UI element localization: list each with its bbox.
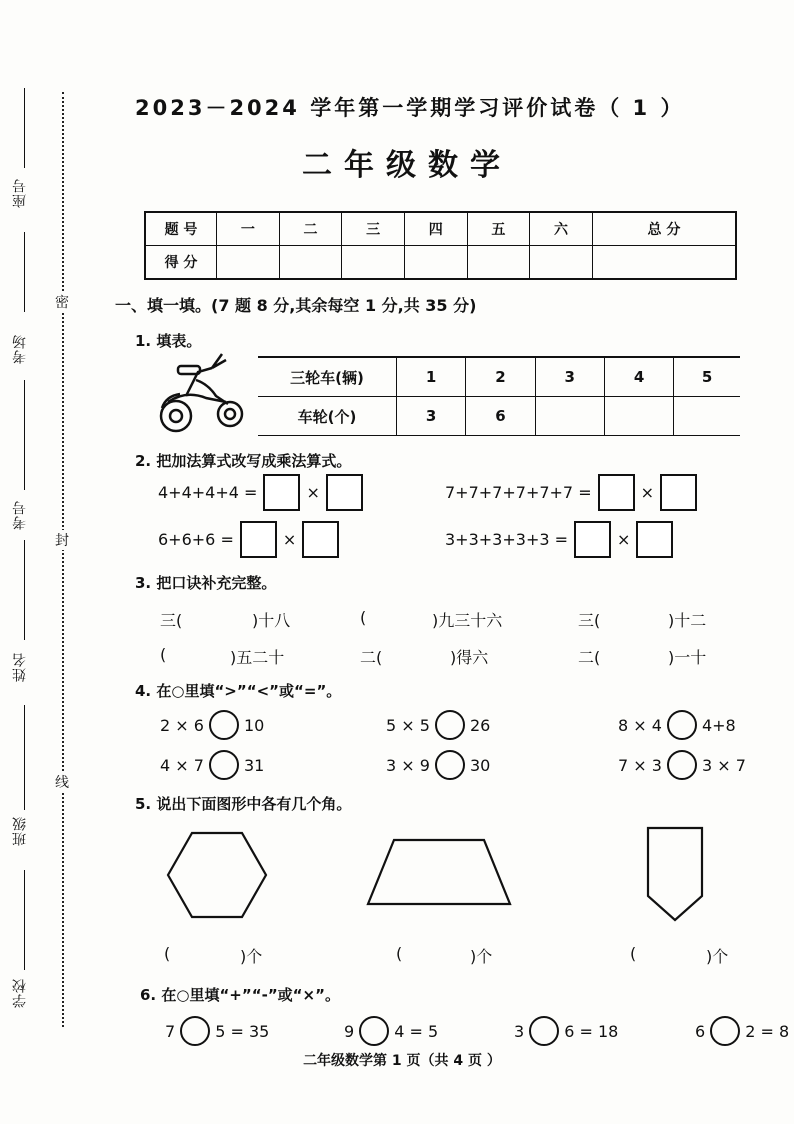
score-col-total: 总 分 (592, 212, 736, 246)
score-cell[interactable] (592, 246, 736, 280)
q4-right: 26 (469, 715, 491, 735)
q4-item (386, 750, 490, 780)
tricycle-icon (156, 350, 248, 438)
q6-right: 6 = 18 (564, 1021, 619, 1041)
q4-right: 3 × 7 (701, 755, 746, 775)
operator-circle[interactable] (529, 1016, 559, 1046)
q3-title: 3. 把口诀补充完整。 (135, 574, 277, 592)
exam-room-line (24, 232, 25, 312)
answer-box[interactable] (302, 521, 339, 558)
q4-left: 2 × 6 (160, 715, 204, 735)
q5-blank-close: )个 (470, 947, 493, 966)
q6-right: 2 = 8 (745, 1021, 790, 1041)
answer-box[interactable] (574, 521, 611, 558)
hexagon-shape (166, 831, 268, 919)
q4-left: 3 × 9 (386, 755, 430, 775)
q1-row1-label: 三轮车(辆) (258, 357, 397, 397)
q1-cell: 2 (466, 357, 535, 397)
q3-item-close: )一十 (668, 648, 707, 667)
pentagon-shape (646, 826, 704, 922)
q5-blank-open: ( (630, 944, 637, 963)
q1-cell: 1 (397, 357, 466, 397)
q1-cell: 4 (604, 357, 673, 397)
q3-item-open: 二( (360, 648, 383, 667)
q1-row-wheels (258, 397, 740, 436)
score-cell[interactable] (342, 246, 405, 280)
q4-left: 7 × 3 (618, 755, 662, 775)
operator-circle[interactable] (180, 1016, 210, 1046)
q1-row-tricycles (258, 357, 740, 397)
q4-item (618, 710, 736, 740)
q6-item (695, 1016, 789, 1046)
q6-item (165, 1016, 269, 1046)
operator-circle[interactable] (710, 1016, 740, 1046)
section1-title: 一、填一填。(7 题 8 分,其余每空 1 分,共 35 分) (115, 296, 477, 315)
school-line (24, 870, 25, 970)
name-label: 姓名 (12, 652, 28, 682)
q3-item-open: ( (160, 645, 167, 664)
times-sign: × (306, 483, 320, 502)
q6-item (344, 1016, 438, 1046)
exam-number-label: 考号 (12, 500, 28, 530)
score-cell[interactable] (467, 246, 530, 280)
score-table-row1-label: 题 号 (145, 212, 217, 246)
q4-left: 8 × 4 (618, 715, 662, 735)
exam-room-label: 考场 (12, 334, 28, 364)
school-label: 学校 (12, 978, 28, 1008)
binding-dotted-line (62, 92, 64, 1027)
seal-word-xian: 线 (55, 772, 69, 792)
score-col-6: 六 (530, 212, 593, 246)
q2-item (158, 521, 339, 558)
score-cell[interactable] (404, 246, 467, 280)
compare-circle[interactable] (667, 750, 697, 780)
q5-blank-open: ( (164, 944, 171, 963)
operator-circle[interactable] (359, 1016, 389, 1046)
score-table-score-row (145, 246, 736, 280)
q3-item-open: 三( (578, 611, 601, 630)
subject-title: 二年级数学 (302, 148, 512, 183)
q4-right: 10 (243, 715, 265, 735)
score-table (144, 211, 737, 280)
exam-number-line (24, 380, 25, 490)
score-cell[interactable] (217, 246, 280, 280)
compare-circle[interactable] (209, 710, 239, 740)
q4-right: 31 (243, 755, 265, 775)
q6-right: 5 = 35 (215, 1021, 270, 1041)
q4-right: 4+8 (701, 715, 736, 735)
compare-circle[interactable] (209, 750, 239, 780)
q2-item (445, 474, 697, 511)
exam-title: 2023－2024 学年第一学期学习评价试卷（ 1 ） (135, 96, 685, 120)
answer-box[interactable] (240, 521, 277, 558)
times-sign: × (282, 530, 297, 549)
q2-expression: 7+7+7+7+7+7 = (445, 483, 592, 502)
page-footer: 二年级数学第 1 页（共 4 页 ） (303, 1053, 501, 1069)
q2-item (445, 521, 673, 558)
q2-title: 2. 把加法算式改写成乘法算式。 (135, 452, 352, 470)
q3-item-close: )五二十 (230, 648, 285, 667)
answer-box[interactable] (263, 474, 300, 511)
q4-left: 5 × 5 (386, 715, 430, 735)
times-sign: × (640, 483, 655, 502)
q1-cell: 3 (397, 397, 466, 436)
q2-expression: 6+6+6 = (158, 530, 234, 549)
score-cell[interactable] (530, 246, 593, 280)
answer-box[interactable] (326, 474, 363, 511)
class-label: 班级 (12, 816, 28, 846)
q4-item (618, 750, 746, 780)
q1-cell: 3 (535, 357, 604, 397)
answer-box[interactable] (660, 474, 697, 511)
q3-item-close: )十二 (668, 611, 707, 630)
q6-left: 7 (165, 1021, 176, 1041)
score-col-1: 一 (217, 212, 280, 246)
q5-blank-close: )个 (240, 947, 263, 966)
name-line (24, 540, 25, 640)
q1-title: 1. 填表。 (135, 332, 202, 350)
times-sign: × (617, 530, 631, 549)
score-table-row2-label: 得 分 (145, 246, 217, 280)
q3-item-open: 三( (160, 611, 183, 630)
score-col-3: 三 (342, 212, 405, 246)
q5-title: 5. 说出下面图形中各有几个角。 (135, 795, 352, 813)
answer-box[interactable] (598, 474, 635, 511)
q6-title: 6. 在○里填“+”“-”或“×”。 (140, 986, 340, 1004)
q3-item-open: ( (360, 608, 367, 627)
q6-item (514, 1016, 618, 1046)
q4-right: 30 (469, 755, 491, 775)
q3-item-close: )十八 (252, 611, 291, 630)
q3-item-open: 二( (578, 648, 601, 667)
q1-cell: 6 (466, 397, 535, 436)
q4-title: 4. 在○里填“>”“<”或“=”。 (135, 682, 342, 700)
score-col-5: 五 (467, 212, 530, 246)
q6-left: 3 (514, 1021, 525, 1041)
q1-answer-cell[interactable] (535, 397, 604, 436)
compare-circle[interactable] (667, 710, 697, 740)
answer-box[interactable] (636, 521, 673, 558)
q1-answer-cell[interactable] (604, 397, 673, 436)
score-table-header-row (145, 212, 736, 246)
q2-expression: 4+4+4+4 = (158, 483, 258, 502)
seat-number-label: 座号 (12, 178, 28, 208)
score-cell[interactable] (279, 246, 342, 280)
compare-circle[interactable] (435, 750, 465, 780)
class-line (24, 705, 25, 810)
seal-word-feng: 封 (55, 530, 69, 550)
q6-left: 6 (695, 1021, 706, 1041)
score-col-2: 二 (279, 212, 342, 246)
q3-item-close: )得六 (450, 648, 489, 667)
q4-left: 4 × 7 (160, 755, 204, 775)
q3-item-close: )九三十六 (432, 611, 503, 630)
q5-blank-close: )个 (706, 947, 729, 966)
q6-right: 4 = 5 (394, 1021, 439, 1041)
q4-item (160, 750, 264, 780)
q4-item (160, 710, 264, 740)
q6-left: 9 (344, 1021, 355, 1041)
q5-blank-open: ( (396, 944, 403, 963)
q2-item (158, 474, 363, 511)
q1-row2-label: 车轮(个) (258, 397, 397, 436)
compare-circle[interactable] (435, 710, 465, 740)
q2-expression: 3+3+3+3+3 = (445, 530, 569, 549)
q1-answer-cell[interactable] (674, 397, 740, 436)
q4-item (386, 710, 490, 740)
q1-table (258, 356, 740, 436)
score-col-4: 四 (404, 212, 467, 246)
trapezoid-shape (366, 838, 512, 906)
seal-word-mi: 密 (55, 292, 69, 312)
q1-cell: 5 (674, 357, 740, 397)
